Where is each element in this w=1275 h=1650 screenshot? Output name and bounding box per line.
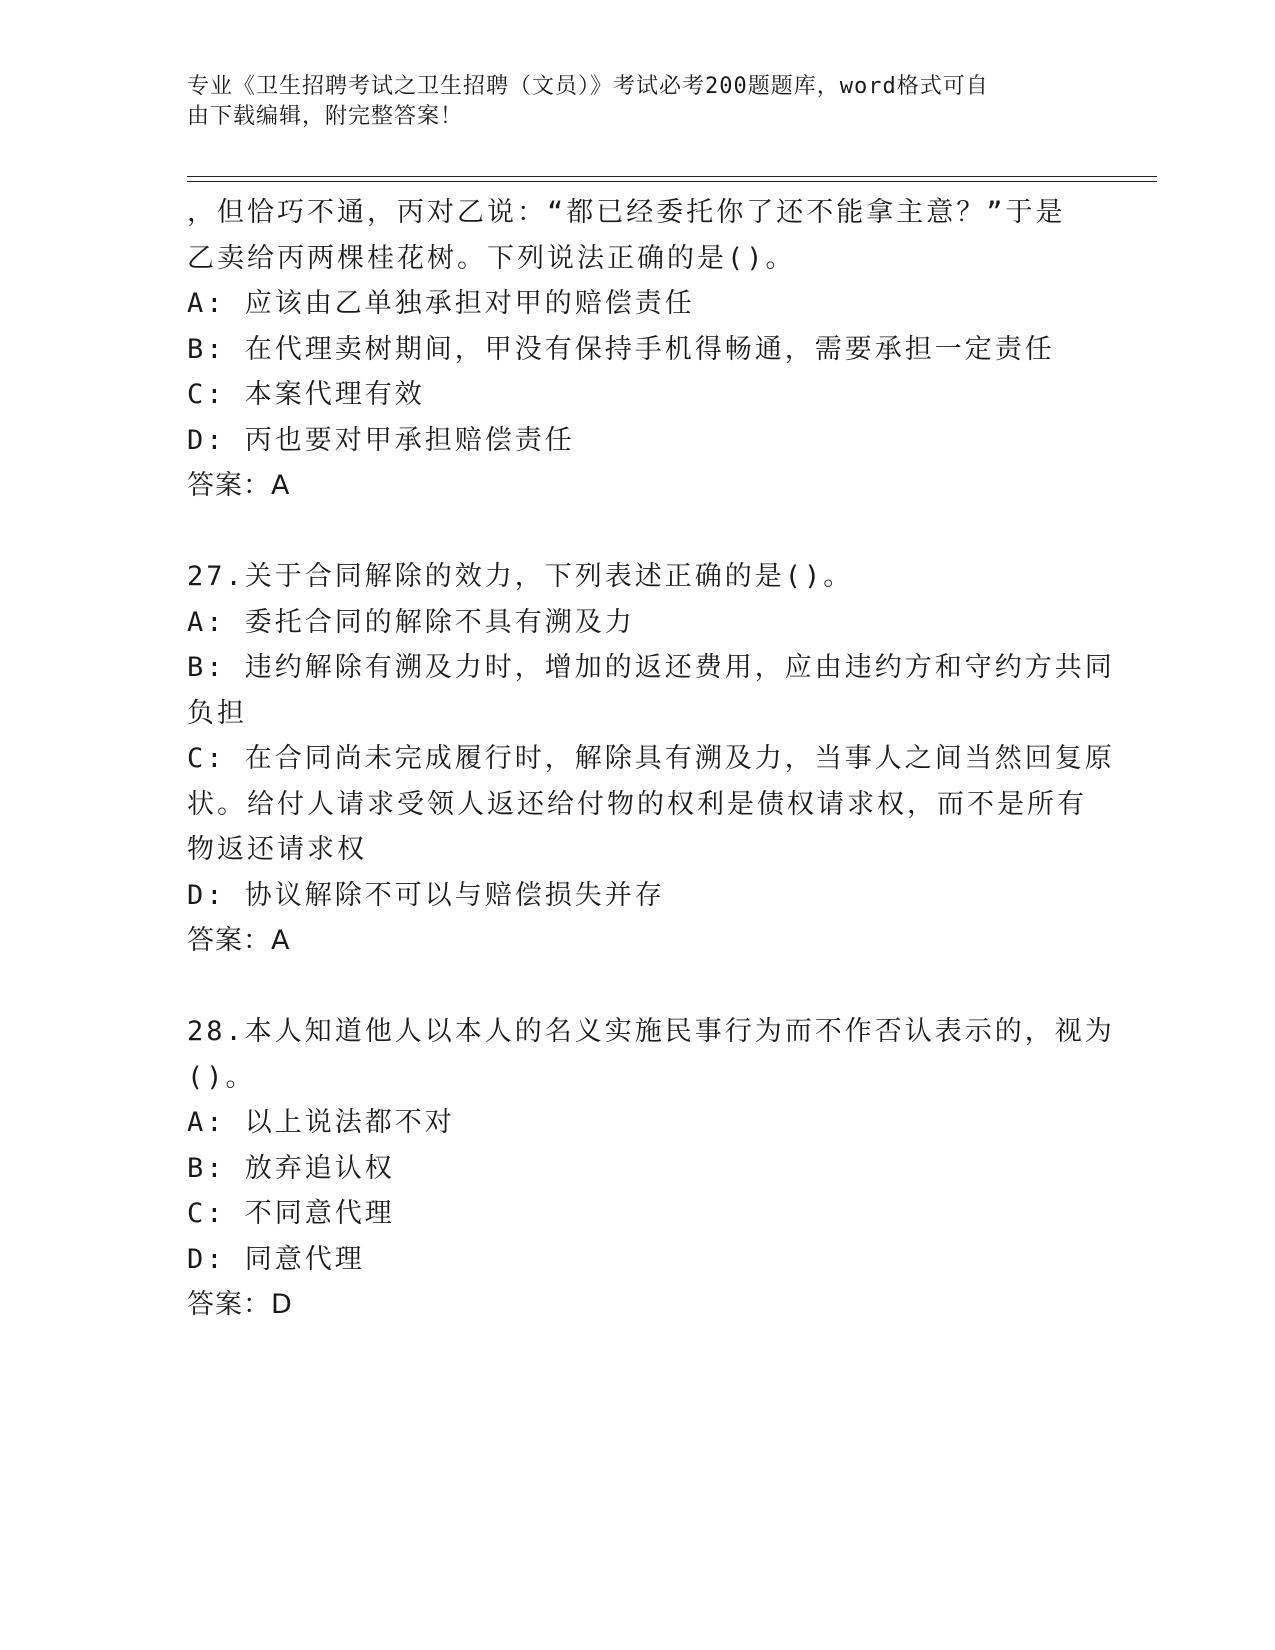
option-c-line: 物返还请求权	[187, 834, 367, 865]
header-divider-bottom	[187, 181, 1157, 182]
option-d: D: 丙也要对甲承担赔偿责任	[187, 424, 575, 456]
page-header	[187, 72, 1067, 132]
header-divider-top	[187, 176, 1157, 177]
header-line-1: 专业《卫生招聘考试之卫生招聘（文员）》考试必考200题题库，word格式可自	[187, 74, 989, 99]
question-stem: 27.关于合同解除的效力，下列表述正确的是()。	[187, 561, 854, 592]
option-b-line: B: 违约解除有溯及力时，增加的返还费用，应由违约方和守约方共同	[187, 652, 1115, 683]
option-a: A: 以上说法都不对	[187, 1107, 455, 1138]
question-stem-line: 28.本人知道他人以本人的名义实施民事行为而不作否认表示的，视为	[187, 1016, 1115, 1047]
question-27	[187, 554, 1115, 964]
answer-label: 答案：A	[187, 470, 291, 501]
answer-label: 答案：D	[187, 1289, 293, 1320]
question-content	[187, 190, 1115, 1328]
question-spacer	[187, 509, 1087, 555]
option-a: A: 应该由乙单独承担对甲的赔偿责任	[187, 288, 695, 319]
option-c: C: 不同意代理	[187, 1198, 395, 1229]
option-d: D: 同意代理	[187, 1243, 365, 1275]
question-stem-line: 乙卖给丙两棵桂花树。下列说法正确的是()。	[187, 242, 796, 274]
option-a: A: 委托合同的解除不具有溯及力	[187, 606, 635, 638]
answer-label: 答案：A	[187, 925, 291, 956]
question-stem-line: ，但恰巧不通，丙对乙说：“都已经委托你了还不能拿主意？”于是	[187, 197, 1066, 228]
question-28	[187, 1009, 1115, 1328]
question-26	[187, 190, 1087, 509]
option-b-line: 负担	[187, 697, 247, 729]
option-c: C: 本案代理有效	[187, 379, 425, 410]
question-stem-line: ()。	[187, 1061, 256, 1093]
option-c-line: 状。给付人请求受领人返还给付物的权利是债权请求权，而不是所有	[187, 788, 1087, 820]
option-b: B: 在代理卖树期间，甲没有保持手机得畅通，需要承担一定责任	[187, 333, 1055, 365]
question-spacer	[187, 964, 1087, 1010]
option-b: B: 放弃追认权	[187, 1152, 395, 1184]
header-line-2: 由下载编辑，附完整答案！	[187, 104, 464, 129]
option-d: D: 协议解除不可以与赔偿损失并存	[187, 879, 665, 911]
option-c-line: C: 在合同尚未完成履行时，解除具有溯及力，当事人之间当然回复原	[187, 743, 1115, 774]
